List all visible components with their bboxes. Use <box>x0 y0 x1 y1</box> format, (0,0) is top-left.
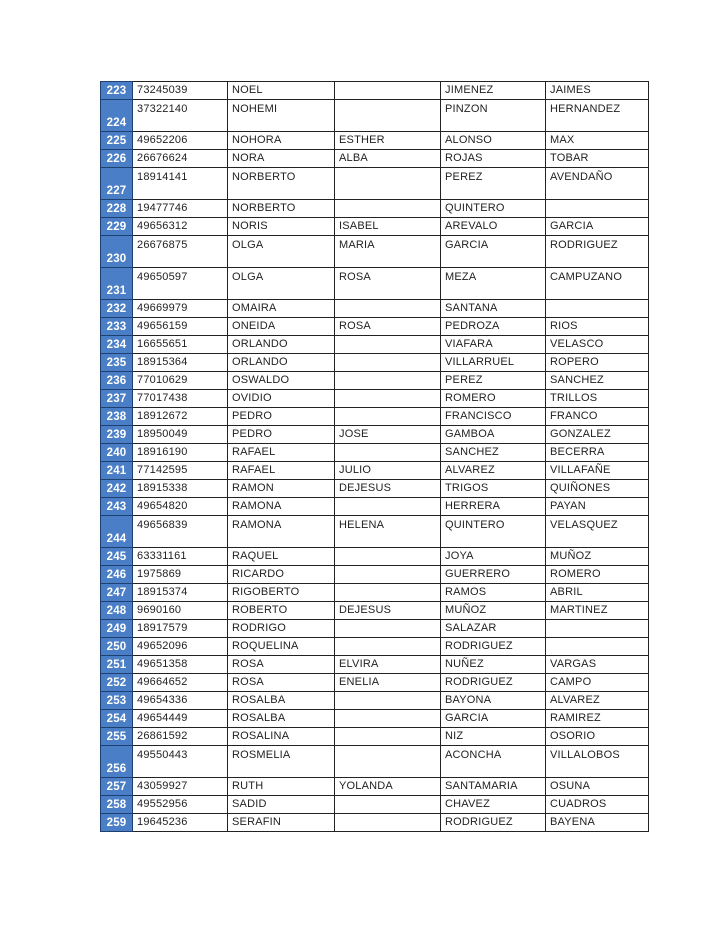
first-surname-cell: PEDROZA <box>441 318 546 336</box>
first-surname-cell: CHAVEZ <box>441 796 546 814</box>
table-row <box>101 390 649 408</box>
first-surname-cell: GARCIA <box>441 236 546 268</box>
table-row <box>101 674 649 692</box>
table-row <box>101 444 649 462</box>
row-number: 250 <box>101 638 133 656</box>
id-number-cell: 49550443 <box>133 746 228 778</box>
first-surname-cell: TRIGOS <box>441 480 546 498</box>
row-number: 251 <box>101 656 133 674</box>
row-number: 227 <box>101 168 133 200</box>
second-name-cell: ROSA <box>335 268 441 300</box>
first-name-cell: OLGA <box>228 268 335 300</box>
second-surname-cell: ROPERO <box>546 354 649 372</box>
id-number-cell: 37322140 <box>133 100 228 132</box>
second-surname-cell: MUÑOZ <box>546 548 649 566</box>
row-number: 253 <box>101 692 133 710</box>
first-name-cell: SERAFIN <box>228 814 335 832</box>
first-name-cell: RUTH <box>228 778 335 796</box>
first-surname-cell: SANCHEZ <box>441 444 546 462</box>
id-number-cell: 49652096 <box>133 638 228 656</box>
table-row <box>101 268 649 300</box>
second-surname-cell <box>546 638 649 656</box>
second-name-cell: JULIO <box>335 462 441 480</box>
second-surname-cell: VELASQUEZ <box>546 516 649 548</box>
id-number-cell: 18917579 <box>133 620 228 638</box>
second-surname-cell <box>546 620 649 638</box>
row-number: 240 <box>101 444 133 462</box>
row-number: 235 <box>101 354 133 372</box>
second-surname-cell <box>546 300 649 318</box>
second-surname-cell: MARTINEZ <box>546 602 649 620</box>
row-number: 254 <box>101 710 133 728</box>
first-name-cell: NOHEMI <box>228 100 335 132</box>
id-number-cell: 49552956 <box>133 796 228 814</box>
id-number-cell: 19477746 <box>133 200 228 218</box>
second-surname-cell: RODRIGUEZ <box>546 236 649 268</box>
id-number-cell: 18914141 <box>133 168 228 200</box>
second-surname-cell: SANCHEZ <box>546 372 649 390</box>
row-number: 244 <box>101 516 133 548</box>
roster-table <box>100 81 649 832</box>
row-number: 247 <box>101 584 133 602</box>
second-surname-cell: PAYAN <box>546 498 649 516</box>
first-surname-cell: ROJAS <box>441 150 546 168</box>
table-row <box>101 566 649 584</box>
second-name-cell <box>335 692 441 710</box>
first-name-cell: ROQUELINA <box>228 638 335 656</box>
id-number-cell: 49652206 <box>133 132 228 150</box>
second-name-cell: ESTHER <box>335 132 441 150</box>
second-name-cell: MARIA <box>335 236 441 268</box>
row-number: 245 <box>101 548 133 566</box>
row-number: 255 <box>101 728 133 746</box>
first-name-cell: NORIS <box>228 218 335 236</box>
first-name-cell: NORA <box>228 150 335 168</box>
first-name-cell: NORBERTO <box>228 168 335 200</box>
first-surname-cell: SANTANA <box>441 300 546 318</box>
second-surname-cell: VARGAS <box>546 656 649 674</box>
table-row <box>101 778 649 796</box>
id-number-cell: 49654820 <box>133 498 228 516</box>
first-name-cell: ORLANDO <box>228 336 335 354</box>
table-row <box>101 236 649 268</box>
row-number: 230 <box>101 236 133 268</box>
second-name-cell: HELENA <box>335 516 441 548</box>
second-surname-cell: CAMPO <box>546 674 649 692</box>
row-number: 223 <box>101 82 133 100</box>
first-surname-cell: RAMOS <box>441 584 546 602</box>
second-name-cell <box>335 746 441 778</box>
second-name-cell <box>335 300 441 318</box>
id-number-cell: 18950049 <box>133 426 228 444</box>
id-number-cell: 16655651 <box>133 336 228 354</box>
row-number: 246 <box>101 566 133 584</box>
second-surname-cell: MAX <box>546 132 649 150</box>
first-name-cell: ONEIDA <box>228 318 335 336</box>
id-number-cell: 63331161 <box>133 548 228 566</box>
second-surname-cell: RAMIREZ <box>546 710 649 728</box>
table-row <box>101 408 649 426</box>
first-surname-cell: GAMBOA <box>441 426 546 444</box>
row-number: 238 <box>101 408 133 426</box>
first-name-cell: NOHORA <box>228 132 335 150</box>
first-name-cell: OVIDIO <box>228 390 335 408</box>
first-surname-cell: GARCIA <box>441 710 546 728</box>
first-name-cell: RAFAEL <box>228 444 335 462</box>
first-name-cell: RAFAEL <box>228 462 335 480</box>
first-name-cell: ROSMELIA <box>228 746 335 778</box>
second-surname-cell: GARCIA <box>546 218 649 236</box>
first-name-cell: OSWALDO <box>228 372 335 390</box>
first-name-cell: ORLANDO <box>228 354 335 372</box>
first-surname-cell: SANTAMARIA <box>441 778 546 796</box>
first-name-cell: ROSA <box>228 674 335 692</box>
id-number-cell: 49656312 <box>133 218 228 236</box>
row-number: 225 <box>101 132 133 150</box>
id-number-cell: 77010629 <box>133 372 228 390</box>
second-surname-cell: ALVAREZ <box>546 692 649 710</box>
table-row <box>101 548 649 566</box>
row-number: 259 <box>101 814 133 832</box>
first-name-cell: NOEL <box>228 82 335 100</box>
row-number: 242 <box>101 480 133 498</box>
id-number-cell: 26676624 <box>133 150 228 168</box>
first-surname-cell: NIZ <box>441 728 546 746</box>
first-surname-cell: ROMERO <box>441 390 546 408</box>
first-surname-cell: SALAZAR <box>441 620 546 638</box>
first-name-cell: ROBERTO <box>228 602 335 620</box>
row-number: 258 <box>101 796 133 814</box>
first-name-cell: ROSALBA <box>228 692 335 710</box>
second-name-cell <box>335 444 441 462</box>
id-number-cell: 26676875 <box>133 236 228 268</box>
second-surname-cell: BAYENA <box>546 814 649 832</box>
second-name-cell <box>335 168 441 200</box>
row-number: 232 <box>101 300 133 318</box>
table-row <box>101 710 649 728</box>
second-name-cell <box>335 548 441 566</box>
first-name-cell: ROSALINA <box>228 728 335 746</box>
first-name-cell: NORBERTO <box>228 200 335 218</box>
second-surname-cell: ROMERO <box>546 566 649 584</box>
table-row <box>101 426 649 444</box>
first-name-cell: RIGOBERTO <box>228 584 335 602</box>
id-number-cell: 49651358 <box>133 656 228 674</box>
first-name-cell: OLGA <box>228 236 335 268</box>
row-number: 239 <box>101 426 133 444</box>
first-name-cell: RODRIGO <box>228 620 335 638</box>
second-surname-cell: BECERRA <box>546 444 649 462</box>
id-number-cell: 19645236 <box>133 814 228 832</box>
table-row <box>101 336 649 354</box>
id-number-cell: 49656839 <box>133 516 228 548</box>
second-name-cell <box>335 620 441 638</box>
row-number: 236 <box>101 372 133 390</box>
second-name-cell: ELVIRA <box>335 656 441 674</box>
first-surname-cell: ACONCHA <box>441 746 546 778</box>
second-name-cell <box>335 200 441 218</box>
second-surname-cell: TRILLOS <box>546 390 649 408</box>
table-row <box>101 354 649 372</box>
id-number-cell: 73245039 <box>133 82 228 100</box>
table-row <box>101 480 649 498</box>
table-row <box>101 100 649 132</box>
second-name-cell <box>335 390 441 408</box>
row-number: 229 <box>101 218 133 236</box>
id-number-cell: 49669979 <box>133 300 228 318</box>
second-name-cell <box>335 100 441 132</box>
table-row <box>101 462 649 480</box>
id-number-cell: 1975869 <box>133 566 228 584</box>
table-row <box>101 656 649 674</box>
second-name-cell <box>335 638 441 656</box>
second-name-cell: ALBA <box>335 150 441 168</box>
row-number: 228 <box>101 200 133 218</box>
first-name-cell: ROSALBA <box>228 710 335 728</box>
id-number-cell: 49664652 <box>133 674 228 692</box>
second-name-cell <box>335 498 441 516</box>
table-row <box>101 728 649 746</box>
row-number: 234 <box>101 336 133 354</box>
table-row <box>101 318 649 336</box>
first-name-cell: RICARDO <box>228 566 335 584</box>
second-surname-cell: OSUNA <box>546 778 649 796</box>
first-surname-cell: MUÑOZ <box>441 602 546 620</box>
second-name-cell <box>335 796 441 814</box>
second-surname-cell: CUADROS <box>546 796 649 814</box>
first-name-cell: ROSA <box>228 656 335 674</box>
second-name-cell <box>335 408 441 426</box>
table-row <box>101 300 649 318</box>
table-row <box>101 132 649 150</box>
second-name-cell: DEJESUS <box>335 602 441 620</box>
first-surname-cell: MEZA <box>441 268 546 300</box>
first-surname-cell: RODRIGUEZ <box>441 638 546 656</box>
row-number: 231 <box>101 268 133 300</box>
first-name-cell: RAQUEL <box>228 548 335 566</box>
first-surname-cell: RODRIGUEZ <box>441 674 546 692</box>
first-name-cell: OMAIRA <box>228 300 335 318</box>
second-name-cell: JOSE <box>335 426 441 444</box>
row-number: 256 <box>101 746 133 778</box>
second-surname-cell: CAMPUZANO <box>546 268 649 300</box>
id-number-cell: 18915374 <box>133 584 228 602</box>
table-row <box>101 584 649 602</box>
second-name-cell: ROSA <box>335 318 441 336</box>
second-name-cell <box>335 566 441 584</box>
first-name-cell: PEDRO <box>228 426 335 444</box>
first-name-cell: SADID <box>228 796 335 814</box>
table-row <box>101 746 649 778</box>
first-surname-cell: GUERRERO <box>441 566 546 584</box>
id-number-cell: 49650597 <box>133 268 228 300</box>
row-number: 243 <box>101 498 133 516</box>
second-surname-cell: HERNANDEZ <box>546 100 649 132</box>
first-surname-cell: AREVALO <box>441 218 546 236</box>
first-surname-cell: PEREZ <box>441 168 546 200</box>
table-row <box>101 150 649 168</box>
id-number-cell: 49654449 <box>133 710 228 728</box>
second-surname-cell: JAIMES <box>546 82 649 100</box>
table-row <box>101 814 649 832</box>
first-surname-cell: NUÑEZ <box>441 656 546 674</box>
row-number: 241 <box>101 462 133 480</box>
first-surname-cell: ALVAREZ <box>441 462 546 480</box>
second-surname-cell: VILLALOBOS <box>546 746 649 778</box>
first-surname-cell: VILLARRUEL <box>441 354 546 372</box>
id-number-cell: 9690160 <box>133 602 228 620</box>
second-name-cell <box>335 584 441 602</box>
table-row <box>101 82 649 100</box>
second-name-cell: YOLANDA <box>335 778 441 796</box>
table-row <box>101 602 649 620</box>
table-row <box>101 638 649 656</box>
second-surname-cell: VELASCO <box>546 336 649 354</box>
roster-body <box>101 82 649 832</box>
first-name-cell: RAMONA <box>228 498 335 516</box>
first-surname-cell: FRANCISCO <box>441 408 546 426</box>
second-name-cell: ENELIA <box>335 674 441 692</box>
id-number-cell: 18915338 <box>133 480 228 498</box>
table-row <box>101 516 649 548</box>
first-surname-cell: QUINTERO <box>441 200 546 218</box>
first-surname-cell: PEREZ <box>441 372 546 390</box>
id-number-cell: 43059927 <box>133 778 228 796</box>
second-surname-cell: FRANCO <box>546 408 649 426</box>
second-surname-cell: QUIÑONES <box>546 480 649 498</box>
first-surname-cell: JIMENEZ <box>441 82 546 100</box>
id-number-cell: 18912672 <box>133 408 228 426</box>
id-number-cell: 18916190 <box>133 444 228 462</box>
table-row <box>101 620 649 638</box>
second-surname-cell: RIOS <box>546 318 649 336</box>
second-surname-cell: TOBAR <box>546 150 649 168</box>
id-number-cell: 26861592 <box>133 728 228 746</box>
id-number-cell: 49656159 <box>133 318 228 336</box>
second-surname-cell <box>546 200 649 218</box>
first-surname-cell: JOYA <box>441 548 546 566</box>
second-surname-cell: GONZALEZ <box>546 426 649 444</box>
table-row <box>101 692 649 710</box>
second-name-cell <box>335 814 441 832</box>
first-name-cell: RAMON <box>228 480 335 498</box>
row-number: 257 <box>101 778 133 796</box>
table-row <box>101 498 649 516</box>
row-number: 248 <box>101 602 133 620</box>
second-name-cell <box>335 82 441 100</box>
id-number-cell: 49654336 <box>133 692 228 710</box>
second-name-cell: DEJESUS <box>335 480 441 498</box>
row-number: 233 <box>101 318 133 336</box>
table-row <box>101 796 649 814</box>
first-surname-cell: RODRIGUEZ <box>441 814 546 832</box>
first-name-cell: RAMONA <box>228 516 335 548</box>
second-name-cell <box>335 372 441 390</box>
first-surname-cell: PINZON <box>441 100 546 132</box>
second-surname-cell: AVENDAÑO <box>546 168 649 200</box>
second-surname-cell: VILLAFAÑE <box>546 462 649 480</box>
row-number: 224 <box>101 100 133 132</box>
table-row <box>101 168 649 200</box>
row-number: 252 <box>101 674 133 692</box>
id-number-cell: 18915364 <box>133 354 228 372</box>
id-number-cell: 77017438 <box>133 390 228 408</box>
first-surname-cell: QUINTERO <box>441 516 546 548</box>
second-surname-cell: ABRIL <box>546 584 649 602</box>
table-row <box>101 372 649 390</box>
second-name-cell: ISABEL <box>335 218 441 236</box>
row-number: 226 <box>101 150 133 168</box>
second-name-cell <box>335 710 441 728</box>
second-name-cell <box>335 728 441 746</box>
second-name-cell <box>335 336 441 354</box>
first-surname-cell: ALONSO <box>441 132 546 150</box>
first-surname-cell: VIAFARA <box>441 336 546 354</box>
table-row <box>101 200 649 218</box>
second-surname-cell: OSORIO <box>546 728 649 746</box>
first-surname-cell: HERRERA <box>441 498 546 516</box>
first-name-cell: PEDRO <box>228 408 335 426</box>
second-name-cell <box>335 354 441 372</box>
row-number: 249 <box>101 620 133 638</box>
id-number-cell: 77142595 <box>133 462 228 480</box>
row-number: 237 <box>101 390 133 408</box>
table-row <box>101 218 649 236</box>
first-surname-cell: BAYONA <box>441 692 546 710</box>
